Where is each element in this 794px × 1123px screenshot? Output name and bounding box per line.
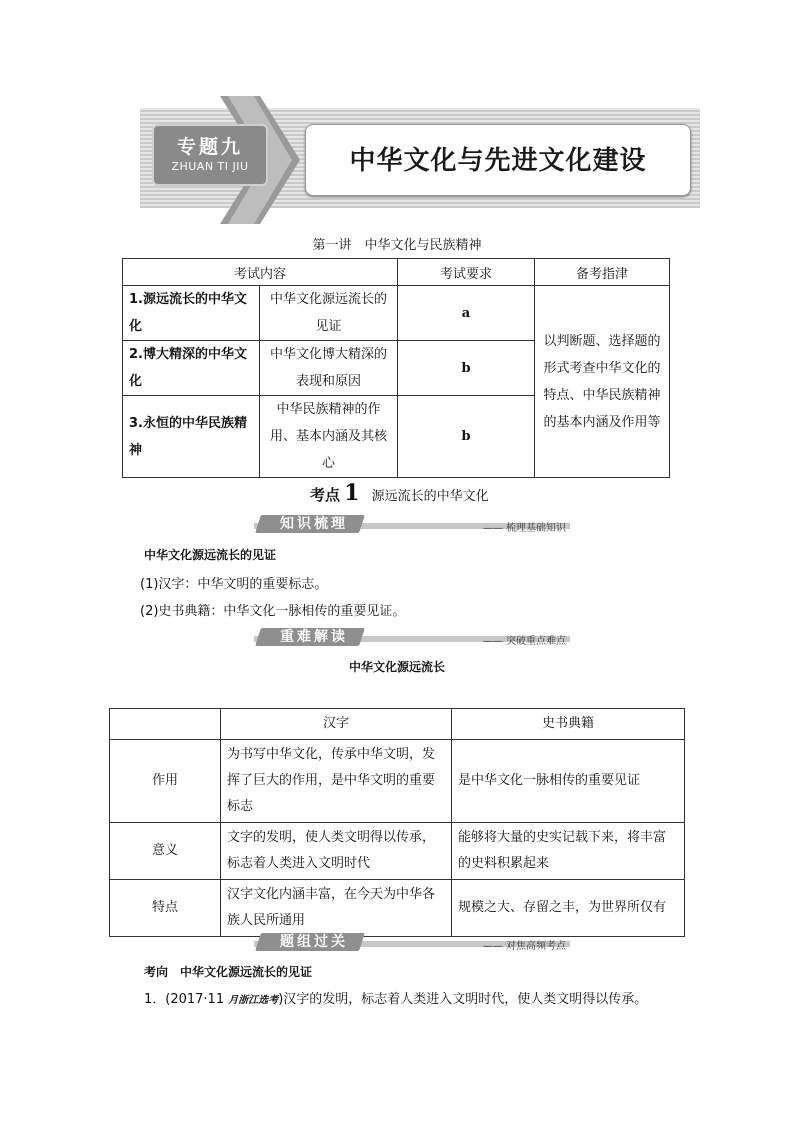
table-header-row — [110, 709, 685, 740]
table-row — [110, 740, 685, 823]
cell-hanzi: 文字的发明，使人类文明得以传承，标志着人类进入文明时代 — [221, 823, 452, 880]
row-item: 2.博大精深的中华文化 — [123, 341, 260, 396]
row-item: 3.永恒的中华民族精神 — [123, 396, 260, 478]
cell-books: 能够将大量的史实记载下来，将丰富的史料积累起来 — [452, 823, 685, 880]
topic-title-box — [305, 124, 691, 196]
header-guide: 备考指津 — [535, 259, 670, 286]
cell-books: 规模之大、存留之丰，为世界所仅有 — [452, 880, 685, 937]
topic-number-label — [152, 124, 268, 186]
knowledge-point: (1)汉字：中华文明的重要标志。 — [140, 577, 328, 592]
row-content: 中华民族精神的作用、基本内涵及其核心 — [260, 396, 398, 478]
analysis-title: 中华文化源远流长 — [348, 660, 445, 674]
knowledge-heading: 中华文化源远流长的见证 — [144, 548, 277, 562]
row-requirement: b — [398, 396, 535, 478]
topic-title: 中华文化与先进文化建设 — [349, 146, 647, 176]
row-requirement: b — [398, 341, 535, 396]
exam-requirements-table — [122, 258, 670, 478]
cell-hanzi: 为书写中华文化，传承中华文明，发挥了巨大的作用，是中华文明的重要标志 — [221, 740, 452, 823]
header-empty — [110, 709, 221, 740]
row-content: 中华文化博大精深的表现和原因 — [260, 341, 398, 396]
table-row — [110, 823, 685, 880]
cell-books: 是中华文化一脉相传的重要见证 — [452, 740, 685, 823]
topic-banner — [140, 96, 700, 224]
section-tag: 重难解读 — [280, 629, 348, 645]
kaodian-heading — [310, 480, 489, 506]
lesson-title: 第一讲 中华文化与民族精神 — [312, 238, 482, 253]
header-hanzi: 汉字 — [221, 709, 452, 740]
table-row — [110, 880, 685, 937]
comparison-table — [109, 708, 685, 937]
question-1 — [144, 988, 647, 1007]
knowledge-point: (2)史书典籍：中华文化一脉相传的重要见证。 — [140, 604, 406, 619]
table-header-row — [123, 259, 670, 286]
section-subtitle: —— 突破重点难点 — [482, 636, 566, 647]
header-books: 史书典籍 — [452, 709, 685, 740]
header-content: 考试内容 — [123, 259, 398, 286]
row-item: 1.源远流长的中华文化 — [123, 286, 260, 341]
row-label: 作用 — [110, 740, 221, 823]
kaodian-title: 源远流长的中华文化 — [371, 489, 489, 504]
section-subtitle: —— 梳理基础知识 — [482, 523, 566, 534]
kaodian-label: 考点 — [310, 486, 341, 504]
question-text: )汉字的发明，标志着人类进入文明时代，使人类文明得以传承。 — [278, 992, 648, 1007]
section-bar-knowledge — [254, 515, 570, 533]
topic-number-cn: 专题九 — [176, 136, 243, 158]
question-prefix: 1．(2017·11 — [144, 992, 229, 1007]
row-label: 意义 — [110, 823, 221, 880]
table-row — [123, 286, 670, 341]
row-label: 特点 — [110, 880, 221, 937]
row-requirement: a — [398, 286, 535, 341]
kaodian-number: 1 — [344, 480, 360, 506]
question-source: 月浙江选考 — [228, 995, 279, 1006]
header-requirement: 考试要求 — [398, 259, 535, 286]
section-subtitle: —— 对焦高频考点 — [482, 941, 566, 952]
section-tag: 知识梳理 — [280, 516, 348, 532]
exam-direction: 考向 中华文化源远流长的见证 — [144, 965, 313, 979]
row-content: 中华文化源远流长的见证 — [260, 286, 398, 341]
section-tag: 题组过关 — [280, 934, 348, 950]
section-bar-analysis — [254, 628, 570, 646]
cell-hanzi: 汉字文化内涵丰富，在今天为中华各族人民所通用 — [221, 880, 452, 937]
topic-number-pinyin: ZHUAN TI JIU — [171, 160, 249, 173]
section-bar-practice — [254, 933, 570, 951]
exam-guide: 以判断题、选择题的形式考查中华文化的特点、中华民族精神的基本内涵及作用等 — [535, 286, 670, 478]
